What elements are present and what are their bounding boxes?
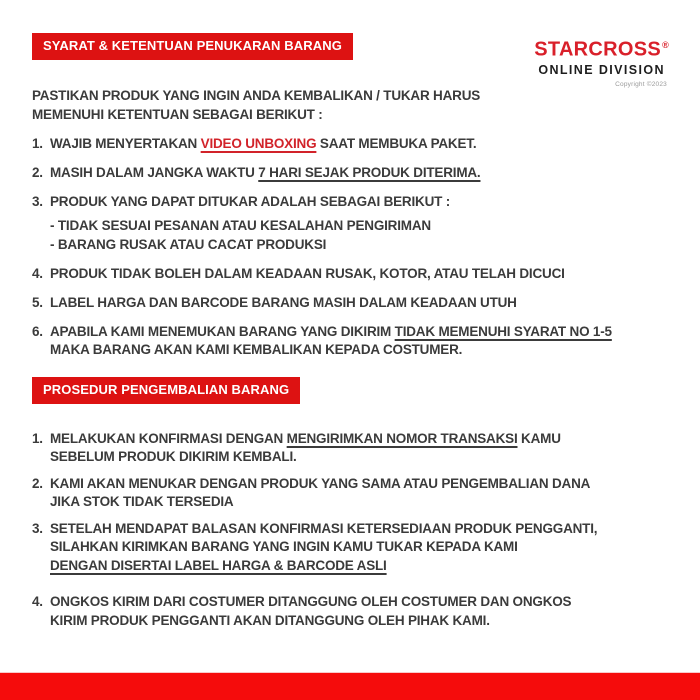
procedure-item-4-line1	[32, 593, 670, 612]
procedure-item-2-text: KAMI AKAN MENUKAR DENGAN PRODUK YANG SAMA ATAU PENGEMBALIAN DANA	[50, 475, 591, 491]
terms-item-6-highlight: TIDAK MEMENUHI SYARAT NO 1-5	[394, 323, 612, 339]
terms-item-3-text: PRODUK YANG DAPAT DITUKAR ADALAH SEBAGAI BERIKUT :	[50, 193, 451, 209]
item-number: 3.	[32, 520, 43, 536]
procedure-item-1-tail: KAMU	[517, 430, 561, 446]
brand-division-label: ONLINE DIVISION	[538, 62, 665, 77]
registered-trademark-icon: ®	[662, 40, 669, 50]
procedure-item-3-line3	[50, 557, 670, 576]
procedure-item-2	[32, 475, 670, 512]
item-number: 2.	[32, 164, 43, 180]
procedure-item-3	[32, 520, 670, 576]
item-number: 3.	[32, 193, 43, 209]
procedure-item-4-line2: KIRIM PRODUK PENGGANTI AKAN DITANGGUNG OLEH PIHAK KAMI.	[50, 612, 490, 628]
terms-item-6-line2: MAKA BARANG AKAN KAMI KEMBALIKAN KEPADA COSTUMER.	[50, 342, 463, 357]
terms-item-5	[32, 294, 670, 313]
terms-item-2-highlight: 7 HARI SEJAK PRODUK DITERIMA.	[258, 164, 481, 180]
procedure-item-3-text: SETELAH MENDAPAT BALASAN KONFIRMASI KETERSEDIAAN PRODUK PENGGANTI,	[50, 520, 598, 536]
brand-name-text: STARCROSS	[534, 38, 662, 61]
terms-item-3-sub1: - TIDAK SESUAI PESANAN ATAU KESALAHAN PENGIRIMAN	[50, 218, 431, 233]
procedure-item-2-line2: JIKA STOK TIDAK TERSEDIA	[50, 494, 234, 509]
procedure-item-1-text: MELAKUKAN KONFIRMASI DENGAN	[50, 430, 287, 446]
procedure-item-3-line2: SILAHKAN KIRIMKAN BARANG YANG INGIN KAMU TUKAR KEPADA KAMI	[50, 539, 518, 554]
item-number: 2.	[32, 475, 43, 491]
procedure-item-1-line2: SEBELUM PRODUK DIKIRIM KEMBALI.	[50, 449, 297, 464]
terms-item-4-text: PRODUK TIDAK BOLEH DALAM KEADAAN RUSAK, KOTOR, ATAU TELAH DICUCI	[50, 265, 565, 281]
terms-item-3-sub2: - BARANG RUSAK ATAU CACAT PRODUKSI	[50, 237, 327, 252]
procedure-item-1-line1	[32, 430, 670, 449]
footer-red-bar	[0, 672, 700, 700]
terms-item-3	[32, 193, 670, 255]
terms-section-banner: SYARAT & KETENTUAN PENUKARAN BARANG	[32, 33, 353, 60]
terms-intro-line2: MEMENUHI KETENTUAN SEBAGAI BERIKUT :	[32, 106, 323, 122]
terms-item-3-sublist	[50, 216, 670, 254]
item-number: 6.	[32, 323, 43, 339]
procedure-section-banner: PROSEDUR PENGEMBALIAN BARANG	[32, 377, 300, 404]
item-number: 4.	[32, 594, 43, 609]
terms-intro	[32, 87, 670, 124]
terms-item-2	[32, 164, 670, 183]
document-content	[32, 33, 670, 630]
procedure-item-1-highlight: MENGIRIMKAN NOMOR TRANSAKSI	[286, 430, 518, 446]
terms-item-1	[32, 135, 670, 154]
terms-item-4	[32, 265, 670, 284]
item-number: 1.	[32, 135, 43, 151]
terms-item-1-highlight: VIDEO UNBOXING	[200, 135, 317, 151]
procedure-item-4	[32, 593, 670, 630]
copyright-text: Copyright ©2023	[615, 80, 667, 88]
item-number: 5.	[32, 294, 43, 310]
terms-item-6-line1	[32, 323, 670, 342]
terms-item-6	[32, 323, 670, 360]
item-number: 4.	[32, 265, 43, 281]
procedure-item-4-text: ONGKOS KIRIM DARI COSTUMER DITANGGUNG OLEH COSTUMER DAN ONGKOS	[50, 594, 572, 609]
terms-item-1-text: WAJIB MENYERTAKAN	[50, 135, 201, 151]
procedure-item-2-line1	[32, 475, 670, 494]
terms-intro-line1: PASTIKAN PRODUK YANG INGIN ANDA KEMBALIKAN / TUKAR HARUS	[32, 88, 481, 103]
terms-item-6-text: APABILA KAMI MENEMUKAN BARANG YANG DIKIRIM	[50, 323, 395, 339]
item-number: 1.	[32, 430, 43, 446]
terms-item-1-tail: SAAT MEMBUKA PAKET.	[316, 135, 477, 151]
procedure-item-1	[32, 430, 670, 467]
procedure-item-3-line1	[32, 520, 670, 539]
terms-item-2-text: MASIH DALAM JANGKA WAKTU	[50, 164, 259, 180]
terms-item-5-text: LABEL HARGA DAN BARCODE BARANG MASIH DALAM KEADAAN UTUH	[50, 294, 517, 310]
procedure-item-3-highlight: DENGAN DISERTAI LABEL HARGA & BARCODE ASLI	[50, 557, 387, 573]
